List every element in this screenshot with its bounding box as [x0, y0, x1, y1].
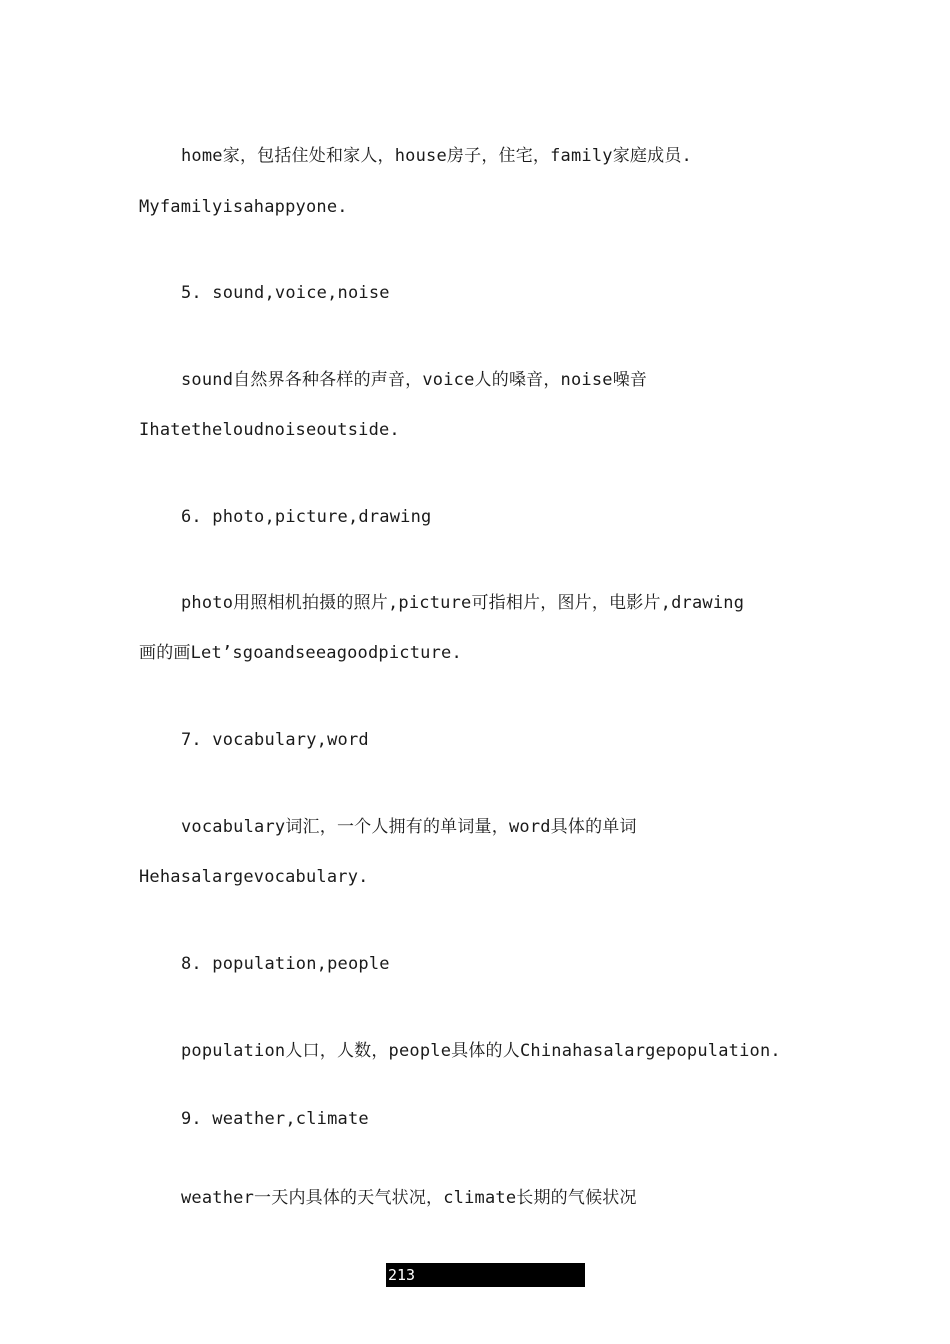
section-heading: 8. population,people: [181, 954, 390, 974]
section-heading: 9. weather,climate: [181, 1109, 369, 1129]
paragraph-line: weather一天内具体的天气状况，climate长期的气候状况: [181, 1188, 637, 1208]
section-heading: 5. sound,voice,noise: [181, 283, 390, 303]
paragraph-line: home家，包括住处和家人，house房子，住宅，family家庭成员.: [181, 146, 692, 166]
example-sentence: Hehasalargevocabulary.: [139, 867, 369, 887]
paragraph-line: 画的画Let’sgoandseeagoodpicture.: [139, 643, 462, 663]
example-sentence: Myfamilyisahappyone.: [139, 197, 348, 217]
paragraph-line: photo用照相机拍摄的照片,picture可指相片，图片，电影片,drawing: [181, 593, 745, 613]
paragraph-line: sound自然界各种各样的声音，voice人的嗓音，noise噪音: [181, 370, 648, 390]
section-heading: 6. photo,picture,drawing: [181, 507, 432, 527]
paragraph-line: population人口，人数，people具体的人Chinahasalargepopulation.: [181, 1041, 781, 1061]
example-sentence: Ihatetheloudnoiseoutside.: [139, 420, 400, 440]
page-number: 213: [386, 1263, 585, 1287]
paragraph-line: vocabulary词汇，一个人拥有的单词量，word具体的单词: [181, 817, 637, 837]
section-heading: 7. vocabulary,word: [181, 730, 369, 750]
